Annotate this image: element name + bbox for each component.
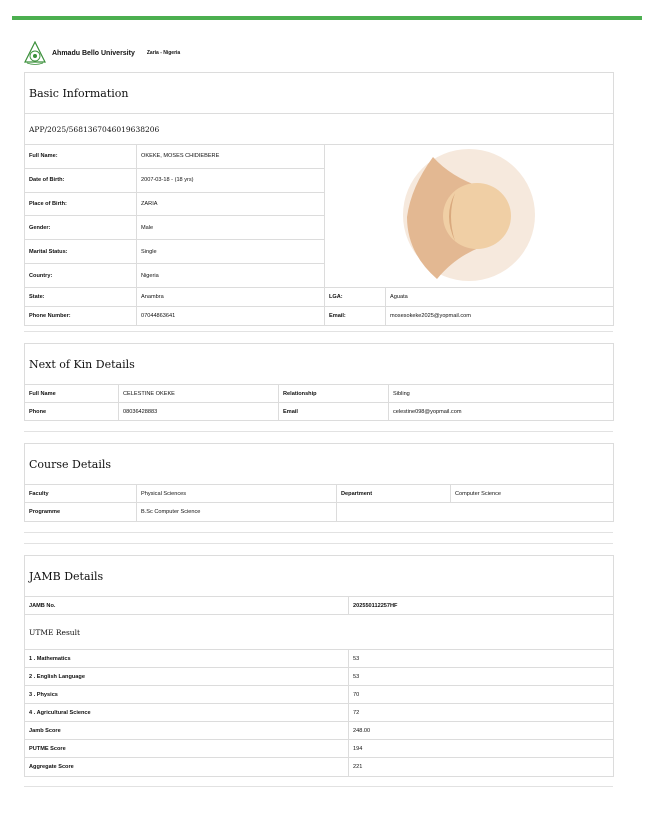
jamb-details-table [24,555,614,777]
section-title: Basic Information [25,73,614,114]
nok-phone-value: 08036428883 [119,403,279,421]
subject-name: 2 . English Language [25,668,349,686]
utme-result-title: UTME Result [25,615,614,650]
subject-name: 3 . Physics [25,686,349,704]
putme-score-value: 194 [349,740,614,758]
page-header [24,40,180,66]
subject-score: 72 [349,704,614,722]
phone-label: Phone Number: [25,307,137,326]
jamb-score-label: Jamb Score [25,722,349,740]
university-location: Zaria - Nigeria [146,50,181,56]
university-logo-icon [24,41,46,65]
empty-cell [337,503,614,522]
dob-label: Date of Birth: [25,168,137,192]
subject-score: 53 [349,668,614,686]
pob-value: ZARIA [137,192,325,216]
next-of-kin-table [24,343,614,421]
divider [24,331,613,332]
divider [24,543,613,544]
jamb-no-value: 202550112257HF [349,597,614,615]
country-value: Nigeria [137,264,325,288]
top-accent-bar [12,16,642,20]
full-name-label: Full Name: [25,145,137,169]
gender-value: Male [137,216,325,240]
section-title: JAMB Details [25,556,614,597]
nok-relationship-label: Relationship [279,385,389,403]
marital-status-label: Marital Status: [25,240,137,264]
full-name-value: OKEKE, MOSES CHIDIEBERE [137,145,325,169]
divider [24,532,613,533]
aggregate-score-value: 221 [349,758,614,777]
subject-score: 53 [349,650,614,668]
university-name: Ahmadu Bello University [52,49,135,57]
aggregate-score-label: Aggregate Score [25,758,349,777]
jamb-no-label: JAMB No. [25,597,349,615]
basic-information-table [24,72,614,326]
email-value: mosesokeke2025@yopmail.com [386,307,614,326]
lga-label: LGA: [325,288,386,307]
pob-label: Place of Birth: [25,192,137,216]
marital-status-value: Single [137,240,325,264]
faculty-label: Faculty [25,485,137,503]
faculty-value: Physical Sciences [137,485,337,503]
department-label: Department [337,485,451,503]
country-label: Country: [25,264,137,288]
gender-label: Gender: [25,216,137,240]
putme-score-label: PUTME Score [25,740,349,758]
section-title: Course Details [25,444,614,485]
course-details-table [24,443,614,522]
lga-value: Aguata [386,288,614,307]
dob-value: 2007-03-18 - (18 yrs) [137,168,325,192]
email-label: Email: [325,307,386,326]
passport-photo-cell [325,145,614,288]
jamb-score-value: 248.00 [349,722,614,740]
subject-name: 4 . Agricultural Science [25,704,349,722]
nok-email-value: celestine098@yopmail.com [389,403,614,421]
application-number: APP/2025/5681367046019638206 [25,114,614,145]
nok-name-label: Full Name [25,385,119,403]
subject-name: 1 . Mathematics [25,650,349,668]
divider [24,431,613,432]
nok-phone-label: Phone [25,403,119,421]
programme-value: B.Sc Computer Science [137,503,337,522]
state-label: State: [25,288,137,307]
nok-email-label: Email [279,403,389,421]
department-value: Computer Science [451,485,614,503]
nok-name-value: CELESTINE OKEKE [119,385,279,403]
nok-relationship-value: Sibling [389,385,614,403]
programme-label: Programme [25,503,137,522]
section-title: Next of Kin Details [25,344,614,385]
divider [24,786,613,787]
state-value: Anambra [137,288,325,307]
phone-value: 07044863641 [137,307,325,326]
avatar [399,145,539,285]
subject-score: 70 [349,686,614,704]
